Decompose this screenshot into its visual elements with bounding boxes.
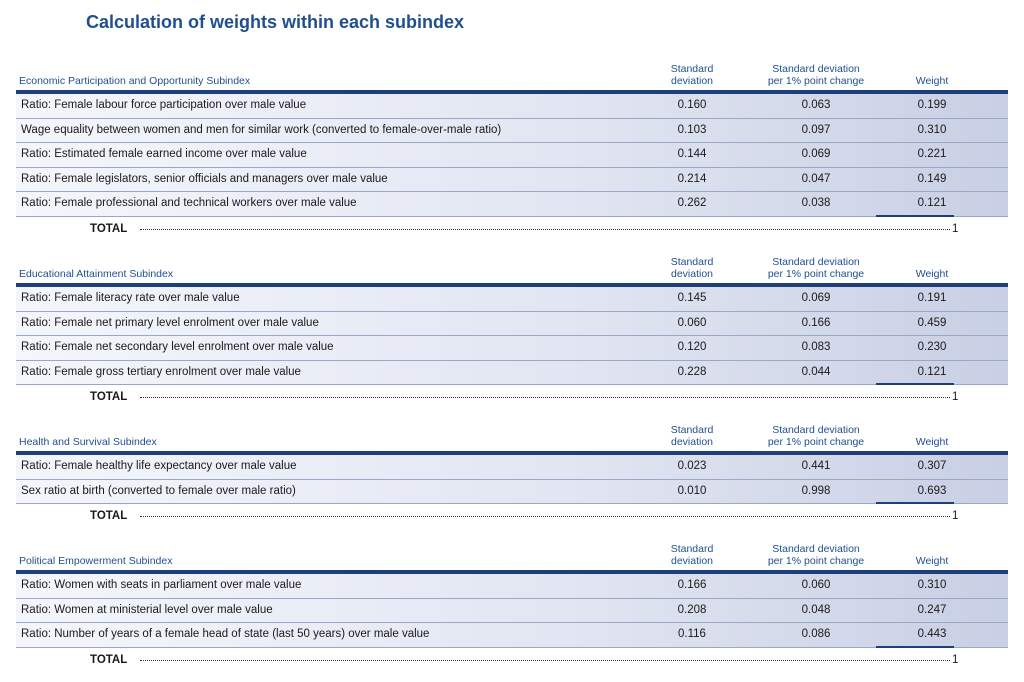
total-leader-dots (140, 229, 950, 230)
total-label: TOTAL (90, 222, 128, 235)
subindex-section (16, 56, 1008, 240)
cell-standard-deviation: 0.116 (678, 628, 706, 640)
cell-standard-deviation: 0.103 (677, 123, 707, 136)
row-label: Ratio: Women at ministerial level over male value (21, 603, 273, 616)
cell-sd-per-point: 0.998 (801, 484, 831, 497)
section-header (16, 417, 1008, 451)
cell-sd-per-point: 0.097 (801, 123, 831, 136)
subindex-section (16, 536, 1008, 671)
table-row (16, 336, 1008, 361)
row-label: Ratio: Female net primary level enrolment over male value (21, 316, 319, 329)
cell-sd-per-point: 0.441 (801, 460, 831, 472)
cell-weight: 0.443 (917, 628, 947, 640)
table-row (16, 455, 1008, 480)
table-row (16, 361, 1008, 386)
cell-weight: 0.221 (917, 148, 947, 160)
cell-sd-per-point: 0.047 (801, 172, 831, 185)
cell-sd-per-point: 0.069 (801, 148, 831, 160)
column-header-sd-per-point: Standard deviation per 1% point change (767, 543, 865, 567)
table-row (16, 94, 1008, 119)
table-row (16, 623, 1008, 648)
weight-sum-rule (876, 215, 954, 217)
row-label: Wage equality between women and men for similar work (converted to female-over-male ratio) (21, 123, 502, 136)
total-value: 1 (952, 653, 959, 666)
cell-standard-deviation: 0.208 (677, 603, 707, 616)
table-row (16, 168, 1008, 193)
total-leader-dots (140, 397, 950, 398)
total-label: TOTAL (90, 510, 128, 522)
cell-weight: 0.247 (917, 603, 947, 616)
cell-sd-per-point: 0.044 (801, 365, 831, 378)
weight-sum-rule (876, 646, 954, 648)
cell-standard-deviation: 0.120 (677, 341, 707, 353)
section-header (16, 56, 1008, 90)
cell-weight: 0.310 (917, 123, 947, 136)
section-header (16, 536, 1008, 570)
row-label: Ratio: Women with seats in parliament over male value (21, 579, 302, 591)
cell-sd-per-point: 0.048 (801, 603, 831, 616)
table-row (16, 287, 1008, 312)
cell-standard-deviation: 0.060 (677, 316, 707, 329)
column-header-sd-per-point: Standard deviation per 1% point change (767, 63, 865, 87)
table-row (16, 480, 1008, 505)
cell-standard-deviation: 0.214 (677, 172, 707, 185)
cell-sd-per-point: 0.063 (801, 99, 831, 111)
column-header-sd: Standard deviation (670, 63, 714, 87)
cell-standard-deviation: 0.166 (677, 579, 707, 591)
table-row (16, 143, 1008, 168)
cell-standard-deviation: 0.160 (677, 99, 707, 111)
cell-weight: 0.307 (917, 460, 947, 472)
column-header-weight: Weight (915, 436, 949, 448)
section-title: Political Empowerment Subindex (19, 555, 173, 567)
row-label: Ratio: Female legislators, senior officials and managers over male value (21, 172, 388, 185)
cell-sd-per-point: 0.086 (801, 628, 831, 640)
column-header-sd: Standard deviation (670, 543, 714, 567)
column-header-sd: Standard deviation (670, 256, 714, 280)
cell-weight: 0.693 (917, 484, 947, 497)
cell-standard-deviation: 0.228 (677, 365, 707, 378)
column-header-sd-per-point: Standard deviation per 1% point change (767, 424, 865, 448)
cell-sd-per-point: 0.083 (801, 341, 831, 353)
cell-standard-deviation: 0.145 (677, 292, 707, 304)
cell-weight: 0.149 (917, 172, 947, 185)
weight-sum-rule (876, 383, 954, 385)
row-label: Ratio: Female net secondary level enrolment over male value (21, 341, 334, 353)
table-row (16, 574, 1008, 599)
total-row (16, 504, 1008, 527)
cell-sd-per-point: 0.038 (801, 197, 831, 209)
subindex-section (16, 417, 1008, 527)
cell-standard-deviation: 0.144 (677, 148, 707, 160)
column-header-weight: Weight (915, 555, 949, 567)
total-leader-dots (140, 660, 950, 661)
column-header-weight: Weight (915, 268, 949, 280)
table-row (16, 599, 1008, 624)
total-row (16, 648, 1008, 671)
row-label: Ratio: Number of years of a female head of state (last 50 years) over male value (21, 628, 430, 640)
page-title: Calculation of weights within each subindex (86, 12, 465, 32)
column-header-sd: Standard deviation (670, 424, 714, 448)
row-label: Ratio: Female labour force participation over male value (21, 99, 307, 111)
row-label: Sex ratio at birth (converted to female over male ratio) (21, 484, 296, 497)
total-value: 1 (952, 510, 959, 522)
row-label: Ratio: Estimated female earned income over male value (21, 148, 307, 160)
total-label: TOTAL (90, 653, 128, 666)
cell-sd-per-point: 0.060 (801, 579, 831, 591)
total-value: 1 (952, 222, 959, 235)
weight-sum-rule (876, 502, 954, 504)
total-label: TOTAL (90, 391, 128, 403)
total-row (16, 385, 1008, 408)
table-row (16, 119, 1008, 144)
section-title: Economic Participation and Opportunity Subindex (19, 75, 251, 87)
row-label: Ratio: Female gross tertiary enrolment over male value (21, 365, 301, 378)
cell-standard-deviation: 0.262 (677, 197, 707, 209)
cell-weight: 0.121 (917, 197, 947, 209)
total-row (16, 217, 1008, 240)
table-row (16, 312, 1008, 337)
total-value: 1 (952, 391, 959, 403)
total-leader-dots (140, 516, 950, 517)
row-label: Ratio: Female healthy life expectancy over male value (21, 460, 297, 472)
section-header (16, 249, 1008, 283)
cell-weight: 0.310 (917, 579, 947, 591)
subindex-section (16, 249, 1008, 408)
section-title: Health and Survival Subindex (19, 436, 157, 448)
cell-weight: 0.121 (917, 365, 947, 378)
cell-weight: 0.199 (917, 99, 947, 111)
column-header-weight: Weight (915, 75, 949, 87)
section-title: Educational Attainment Subindex (19, 268, 174, 280)
cell-sd-per-point: 0.069 (801, 292, 831, 304)
column-header-sd-per-point: Standard deviation per 1% point change (767, 256, 865, 280)
row-label: Ratio: Female literacy rate over male value (21, 292, 240, 304)
cell-weight: 0.459 (917, 316, 947, 329)
row-label: Ratio: Female professional and technical workers over male value (21, 197, 357, 209)
cell-weight: 0.191 (917, 292, 947, 304)
cell-weight: 0.230 (917, 341, 947, 353)
cell-standard-deviation: 0.010 (677, 484, 707, 497)
cell-sd-per-point: 0.166 (801, 316, 831, 329)
table-row (16, 192, 1008, 217)
cell-standard-deviation: 0.023 (677, 460, 707, 472)
